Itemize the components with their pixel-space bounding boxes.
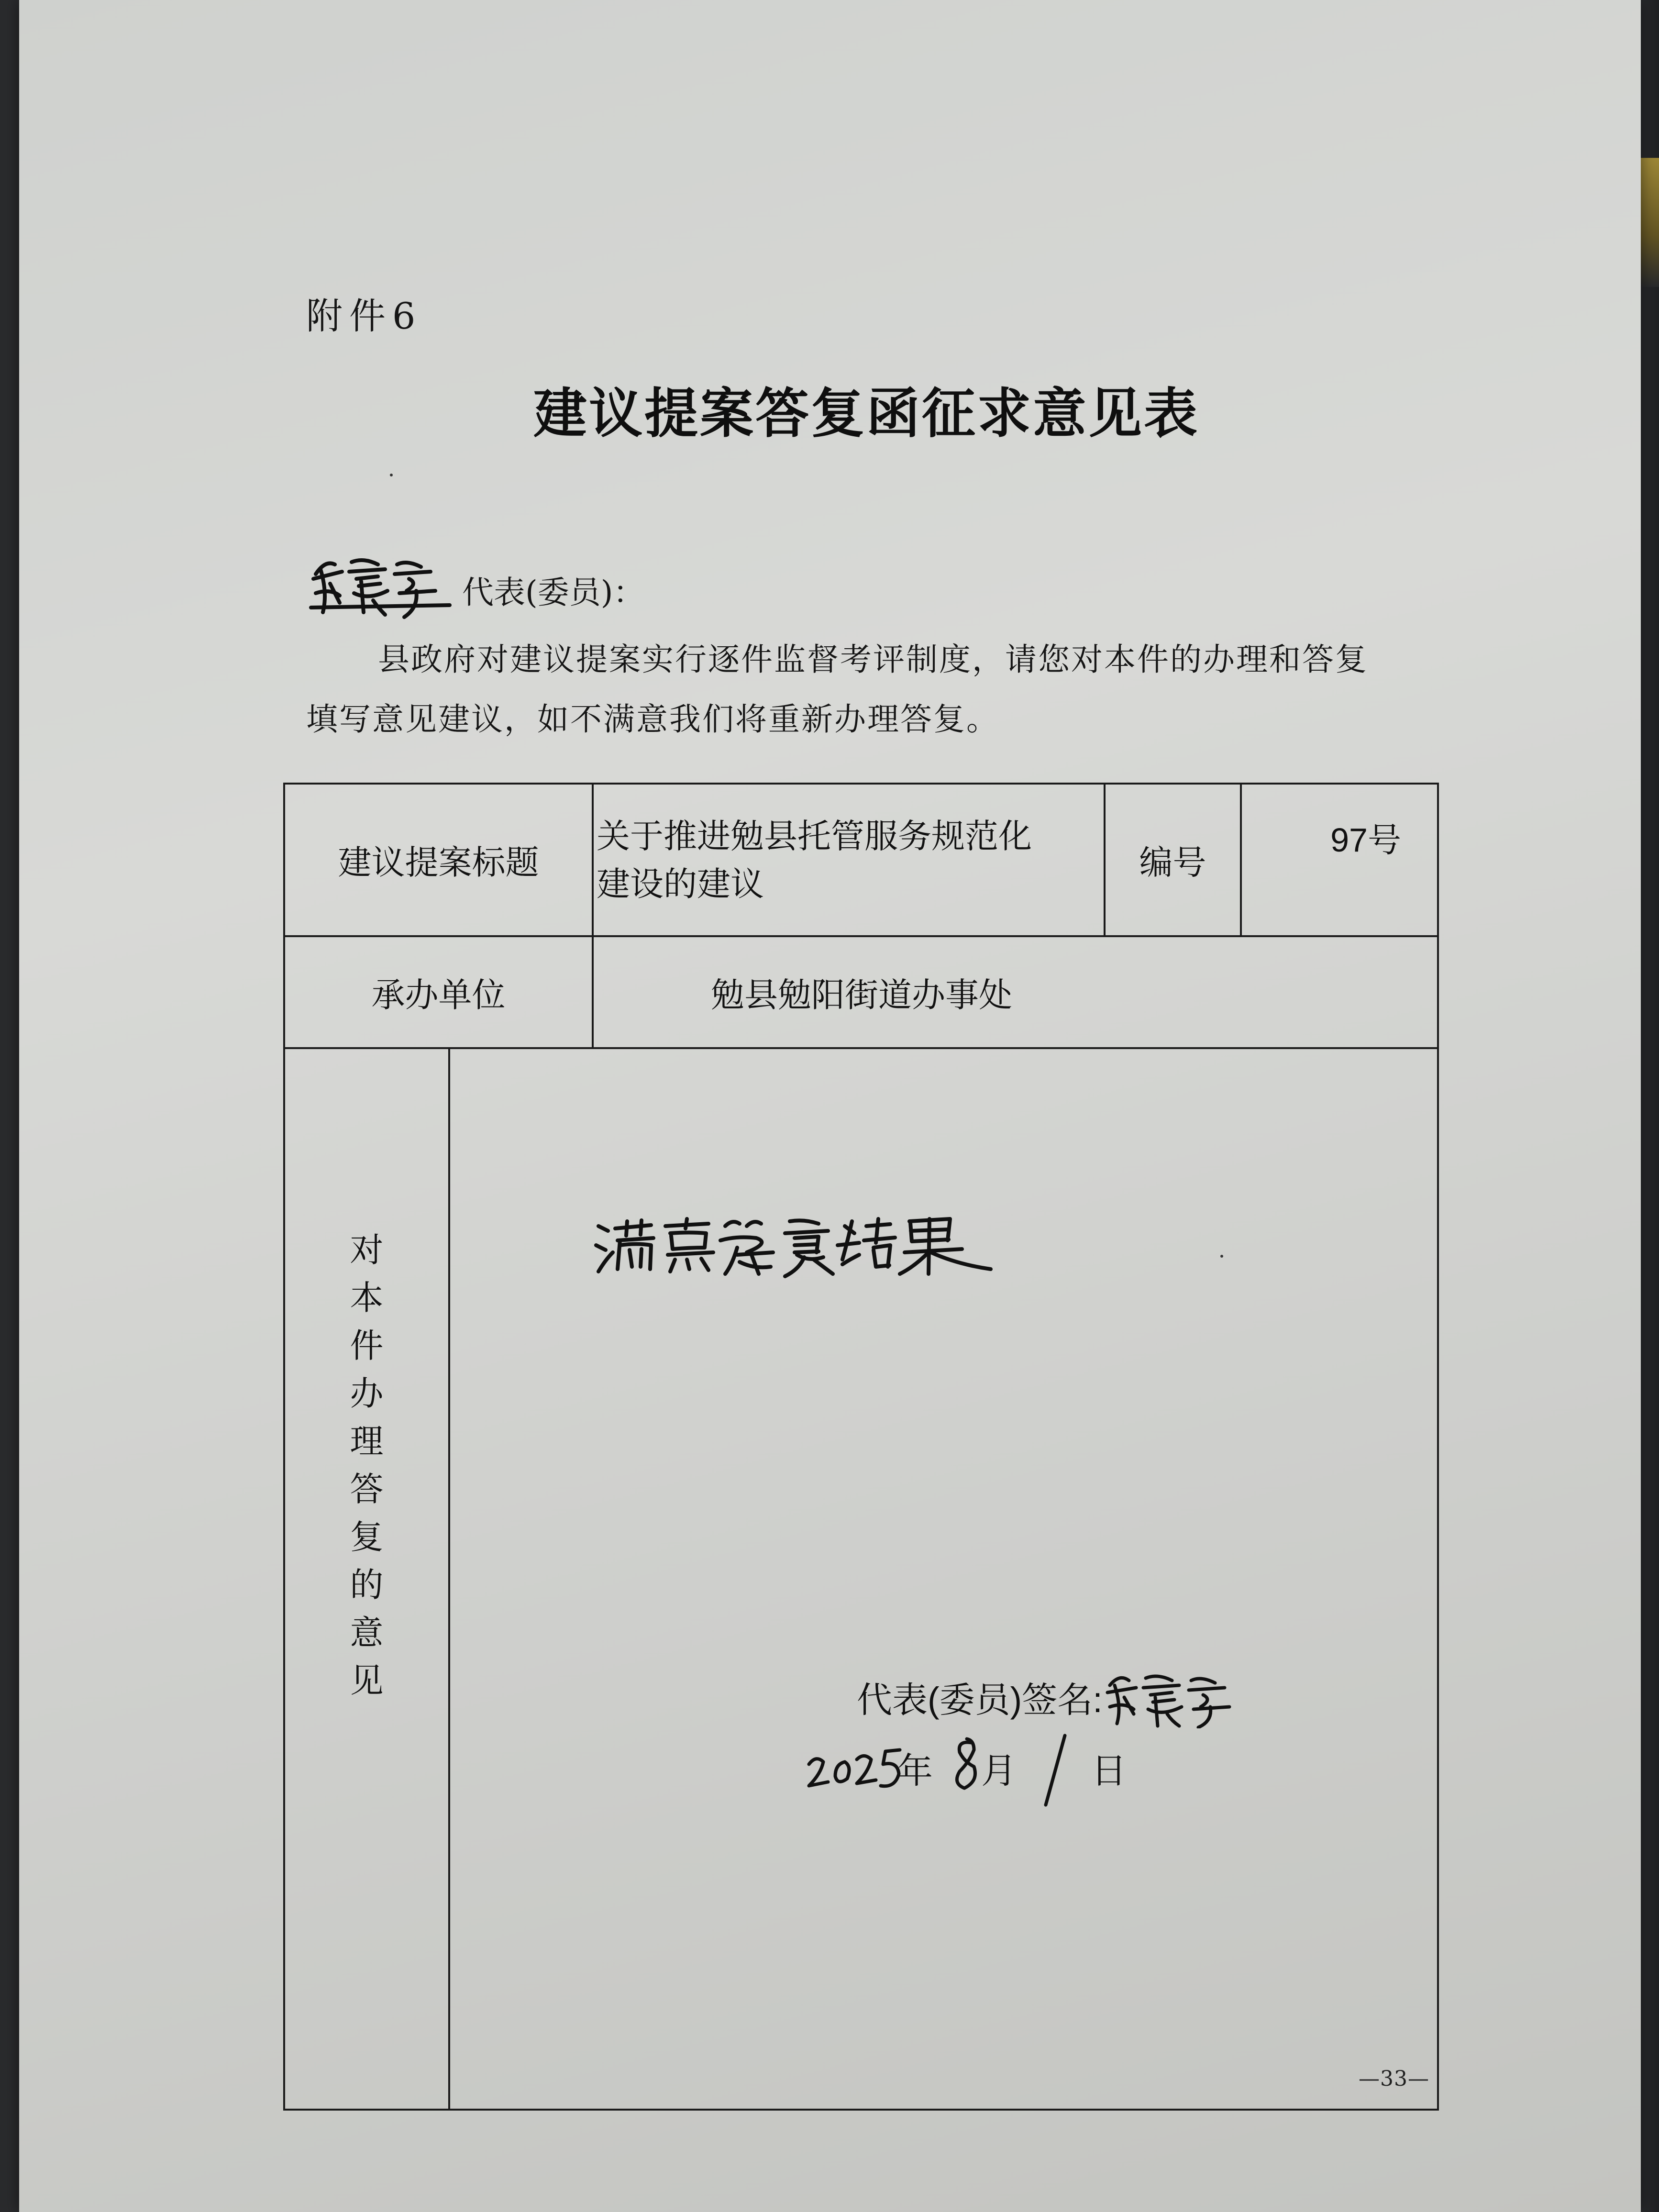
opinion-label <box>284 1048 449 2110</box>
paper-speck <box>390 474 393 476</box>
intro-paragraph-line2: 填写意见建议，如不满意我们将重新办理答复。 <box>306 701 999 738</box>
topic-value-line2: 建设的建议 <box>597 865 764 903</box>
date-day-suffix: 日 <box>1091 1751 1127 1791</box>
date-line <box>804 1728 1187 1810</box>
topic-label: 建议提案标题 <box>284 784 593 936</box>
paper-speck <box>1220 1255 1223 1258</box>
number-label: 编号 <box>1105 784 1241 936</box>
date-year-handwritten <box>804 1738 905 1795</box>
topic-value-line1: 关于推进勉县托管服务规范化 <box>597 817 1032 855</box>
opinion-label-char: 的 <box>350 1566 384 1604</box>
opinion-label-char: 见 <box>350 1662 384 1699</box>
representative-signature <box>1103 1666 1246 1728</box>
page-number: —33— <box>1359 2067 1429 2091</box>
unit-value: 勉县勉阳街道办事处 <box>593 936 1438 1048</box>
signature-label: 代表(委员)签名: <box>857 1680 1103 1720</box>
opinion-field[interactable] <box>449 1048 1438 2110</box>
attachment-label: 附件6 <box>306 295 422 337</box>
page-title: 建议提案答复函征求意见表 <box>533 382 1199 445</box>
table-row <box>284 1048 1438 2110</box>
opinion-label-char: 意 <box>350 1614 384 1651</box>
opinion-handwritten <box>594 1207 995 1279</box>
date-month-handwritten <box>948 1728 986 1795</box>
opinion-label-char: 对 <box>350 1231 384 1269</box>
opinion-label-char: 复 <box>350 1518 384 1556</box>
intro-paragraph-line1: 县政府对建议提案实行逐件监督考评制度，请您对本件的办理和答复 <box>378 641 1368 678</box>
date-year-suffix: 年 <box>897 1751 933 1791</box>
addressee-suffix: 代表(委员)： <box>462 574 645 611</box>
opinion-label-char: 办 <box>350 1375 384 1412</box>
opinion-label-char: 理 <box>350 1423 384 1460</box>
table-row <box>284 784 1438 936</box>
addressee-line <box>306 545 645 622</box>
table-row <box>284 936 1438 1048</box>
addressee-signature <box>306 545 459 622</box>
background-object <box>1640 158 1659 287</box>
unit-label: 承办单位 <box>284 936 593 1048</box>
topic-value <box>593 784 1105 936</box>
opinion-label-char: 答 <box>350 1471 384 1508</box>
date-day-handwritten <box>1039 1728 1072 1810</box>
document-page <box>19 0 1641 2212</box>
date-month-suffix: 月 <box>981 1751 1017 1791</box>
opinion-form-table <box>283 783 1439 2111</box>
signature-line <box>857 1666 1246 1728</box>
opinion-label-char: 件 <box>350 1327 384 1364</box>
number-value: 97号 <box>1241 784 1438 936</box>
opinion-label-char: 本 <box>350 1279 384 1316</box>
